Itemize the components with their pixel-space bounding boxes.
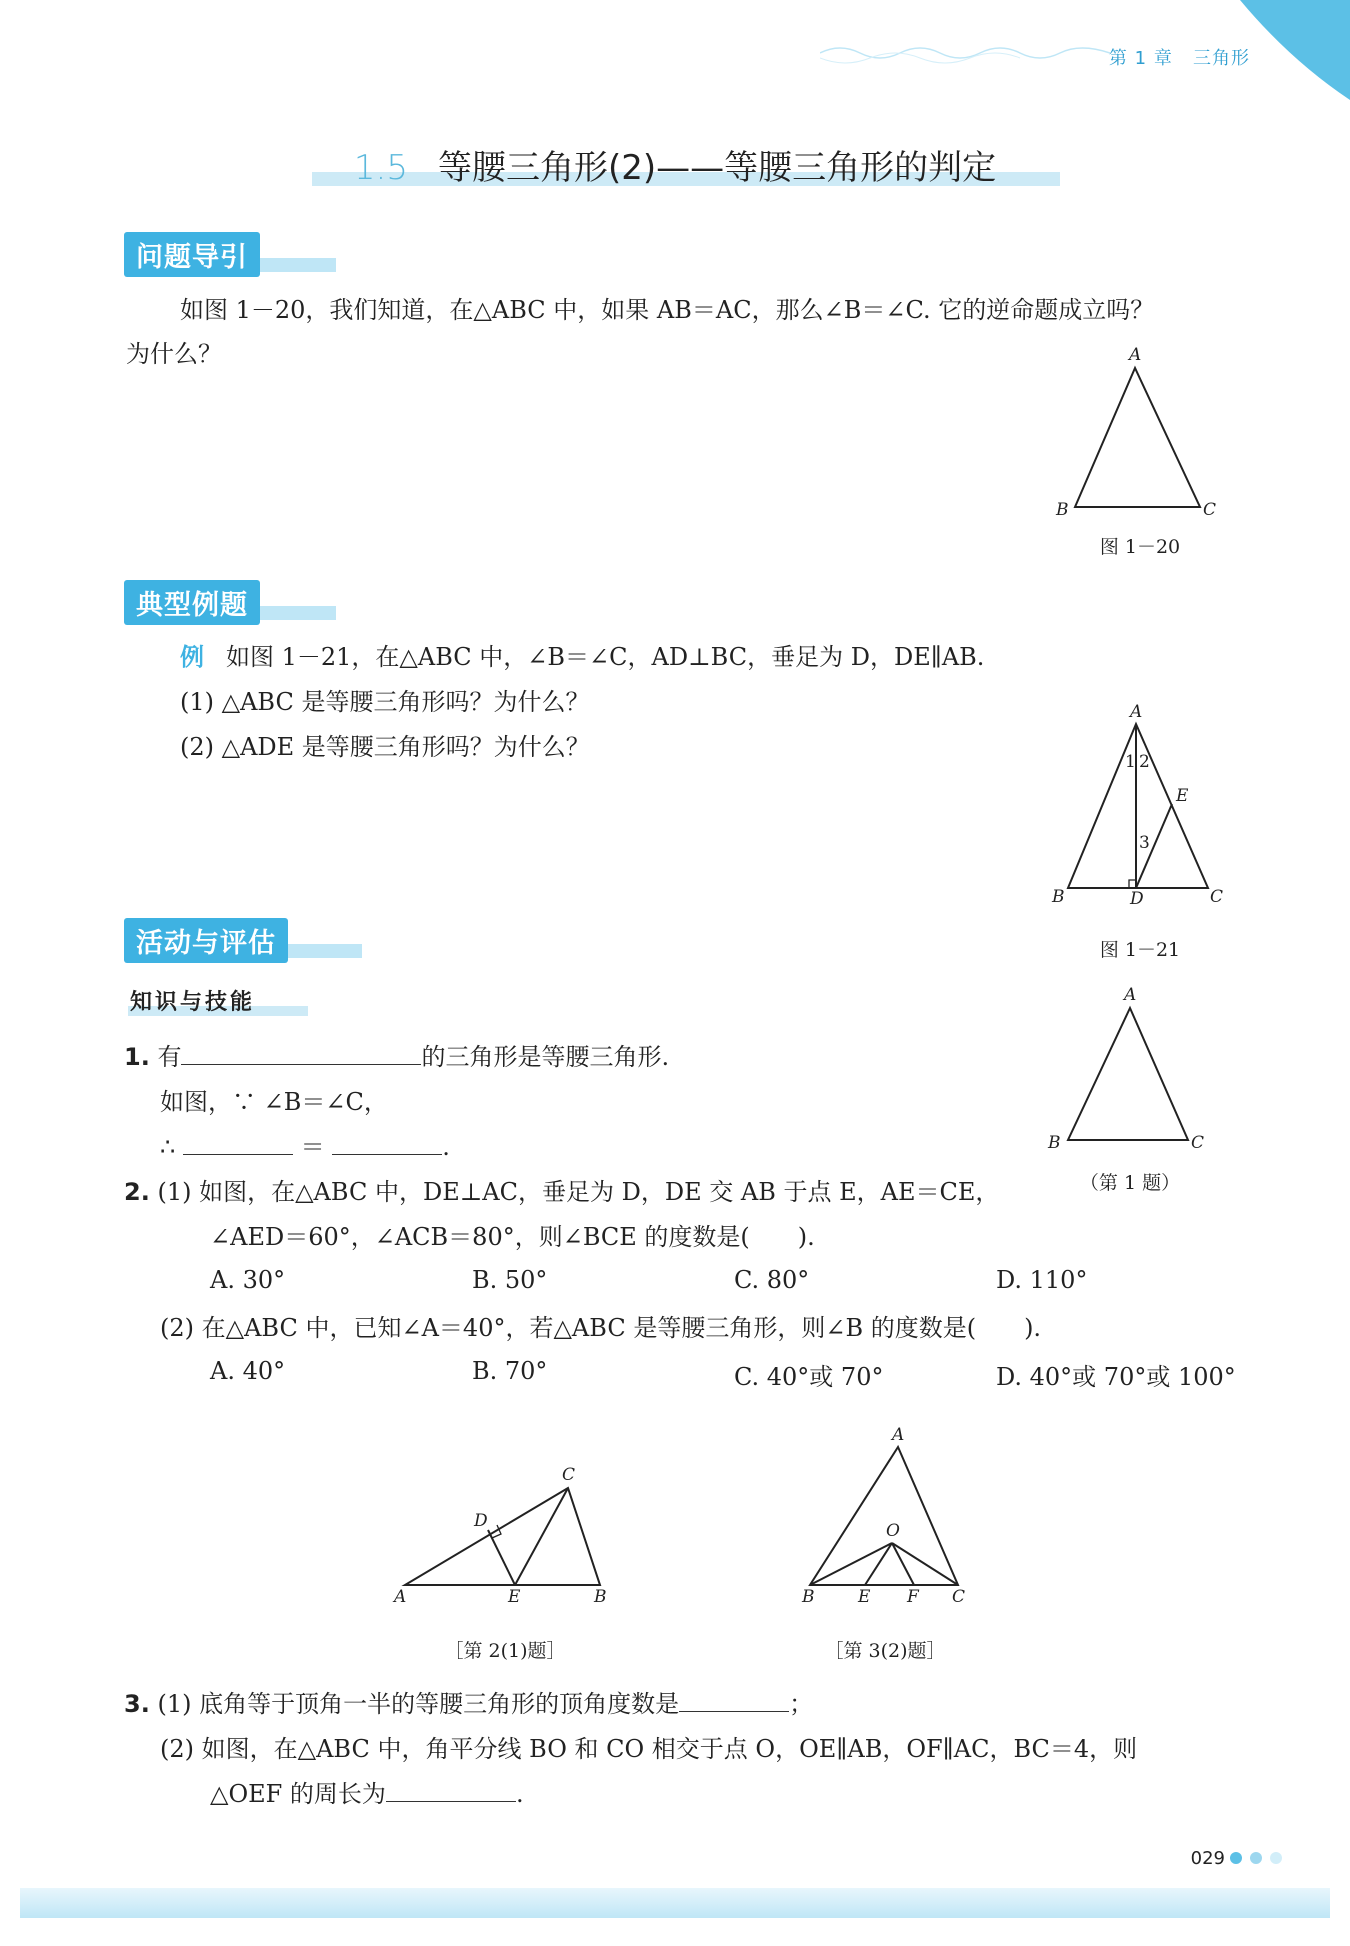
problem-3-sub2-line1: (2) 如图，在△ABC 中，角平分线 BO 和 CO 相交于点 O，OE∥AB，OF∥AC，BC＝4，则 [160,1735,1138,1763]
label-a: A [1124,985,1137,1005]
problem-1-pre: 有 [157,1043,182,1071]
problem-3-1-blank[interactable] [679,1685,789,1712]
triangle-abc [405,1488,600,1585]
triangle-abc [810,1447,958,1585]
label-e: E [508,1587,521,1607]
problem-2-1-option-a[interactable]: A. 30° [210,1266,286,1294]
label-a: A [1129,345,1142,365]
problem-2-sub2-line1: (2) 在△ABC 中，已知∠A＝40°，若△ABC 是等腰三角形，则∠B 的度数是( ). [160,1314,1042,1342]
problem-1-blank-right[interactable] [332,1128,442,1155]
segment-ce [515,1488,568,1585]
label-e: E [1176,786,1189,806]
example-stem-text: 如图 1－21，在△ABC 中，∠B＝∠C，AD⊥BC，垂足为 D，DE∥AB. [226,643,985,671]
intro-heading: 问题导引 [124,232,260,277]
problem-1-blank[interactable] [181,1038,421,1065]
chapter-title: 三角形 [1193,48,1250,69]
problem-3-line1 [124,1682,813,1726]
intro-text-line1: 如图 1－20，我们知道，在△ABC 中，如果 AB＝AC，那么∠B＝∠C. 它的逆命题成立吗？ [180,296,1155,324]
activity-heading: 活动与评估 [124,918,288,963]
label-b: B [802,1587,815,1607]
problem-1-line1 [124,1035,669,1079]
label-c: C [1210,887,1224,907]
problem-1-equals: ＝ [300,1133,325,1161]
label-c: C [1191,1133,1205,1153]
triangle-abc [1068,724,1208,888]
problem-3-number: 3. [124,1690,150,1718]
problem-1-line3 [160,1125,450,1169]
figure-problem-1 [1040,980,1220,1160]
problem-1-post: 的三角形是等腰三角形. [421,1043,670,1071]
label-d: D [474,1511,488,1531]
section-title-text: 等腰三角形(2)——等腰三角形的判定 [437,148,997,188]
figure-problem-3-2 [790,1425,980,1610]
label-b: B [1048,1133,1061,1153]
figure-1-20-caption: 图 1－20 [1099,536,1181,558]
problem-3-2-blank[interactable] [386,1775,516,1802]
problem-3-sub1-text: (1) 底角等于顶角一半的等腰三角形的顶角度数是 [157,1690,680,1718]
page-number: 029 [1190,1848,1225,1869]
intro-text-line2: 为什么？ [126,340,222,368]
label-b: B [1052,887,1065,907]
label-d: D [1130,889,1144,909]
label-e: E [858,1587,871,1607]
angle-3: 3 [1139,833,1150,853]
problem-1-blank-left[interactable] [183,1128,293,1155]
problem-2-number: 2. [124,1178,150,1206]
problem-1-number: 1. [124,1043,150,1071]
example-question-2: (2) △ADE 是等腰三角形吗？为什么？ [180,733,590,761]
label-a: A [1130,702,1143,722]
problem-2-2-option-d[interactable]: D. 40°或 70°或 100° [996,1363,1236,1391]
figure-1-20 [1040,340,1220,520]
example-heading: 典型例题 [124,580,260,625]
problem-2-line1 [124,1170,999,1214]
problem-2-sub1-line1: (1) 如图，在△ABC 中，DE⊥AC，垂足为 D，DE 交 AB 于点 E，AE＝CE， [157,1178,1000,1206]
problem-2-2-option-c[interactable]: C. 40°或 70° [734,1363,884,1391]
label-b: B [594,1587,607,1607]
problem-3-sub2-line2 [210,1772,524,1816]
problem-1-end: . [442,1133,450,1161]
example-label: 例 [180,642,204,671]
header-wave-decoration [820,38,1110,68]
problem-2-1-option-b[interactable]: B. 50° [472,1266,548,1294]
corner-decoration [1220,0,1350,100]
chapter-number: 第 1 章 [1108,48,1173,69]
problem-2-2-option-a[interactable]: A. 40° [210,1357,286,1385]
problem-3-sub2-end: . [515,1780,524,1808]
figure-problem-3-2-caption: ［第 3(2)题］ [824,1640,946,1662]
label-c: C [952,1587,966,1607]
right-angle-mark [1129,880,1136,888]
label-a: A [394,1587,407,1607]
problem-2-sub1-line2: ∠AED＝60°，∠ACB＝80°，则∠BCE 的度数是( ). [210,1223,815,1251]
section-title [0,140,1350,189]
angle-2: 2 [1139,752,1150,772]
figure-problem-2-1 [390,1460,620,1610]
knowledge-heading: 知识与技能 [130,990,256,1015]
footer-band [20,1888,1330,1918]
figure-problem-2-1-caption: ［第 2(1)题］ [444,1640,566,1662]
problem-1-line2: 如图，∵ ∠B＝∠C， [160,1088,388,1116]
example-stem [180,635,984,679]
label-o: O [886,1521,900,1541]
label-c: C [562,1465,576,1485]
segment-de [488,1530,515,1585]
label-b: B [1056,500,1069,520]
triangle-abc [1068,1008,1188,1140]
figure-problem-1-caption: （第 1 题） [1079,1172,1181,1194]
page-dots-decoration [1228,1850,1290,1866]
example-question-1: (1) △ABC 是等腰三角形吗？为什么？ [180,688,590,716]
problem-2-1-option-d[interactable]: D. 110° [996,1266,1088,1294]
problem-3-sub1-end: ； [789,1690,814,1718]
problem-3-sub2-pre: △OEF 的周长为 [210,1780,386,1808]
section-number: 1.5 [353,148,408,188]
label-c: C [1203,500,1217,520]
triangle-abc [1075,368,1200,507]
figure-1-21-caption: 图 1－21 [1099,939,1181,961]
angle-1: 1 [1125,752,1136,772]
label-a: A [892,1425,905,1445]
problem-1-therefore: ∴ [160,1133,176,1161]
problem-2-2-option-b[interactable]: B. 70° [472,1357,548,1385]
figure-1-21 [1050,700,1230,910]
problem-2-1-option-c[interactable]: C. 80° [734,1266,810,1294]
label-f: F [907,1587,919,1607]
